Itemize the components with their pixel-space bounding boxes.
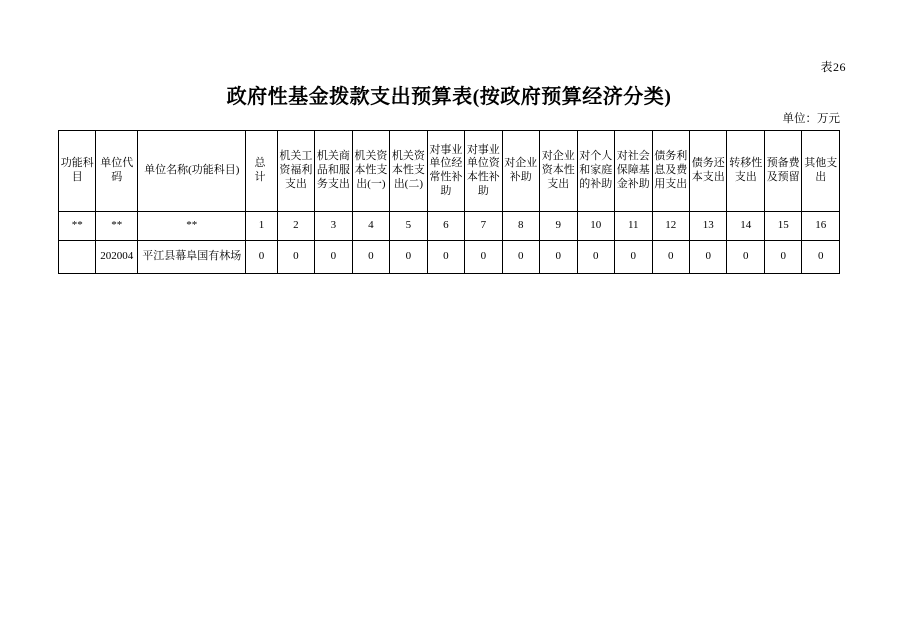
column-header-institution-capital-subsidy: 对事业单位资本性补助 [465, 131, 502, 212]
column-header-agency-capital-1: 机关资本性支出(一) [352, 131, 389, 212]
column-header-reserve: 预备费及预留 [764, 131, 801, 212]
cell-num-1: ** [96, 212, 138, 241]
budget-table [58, 130, 840, 274]
cell-num-11: 9 [540, 212, 577, 241]
column-header-debt-interest: 债务利息及费用支出 [652, 131, 689, 212]
cell-agency-capital-2: 0 [390, 241, 427, 274]
column-header-debt-principal: 债务还本支出 [689, 131, 726, 212]
cell-num-12: 10 [577, 212, 614, 241]
column-header-transfer-expenditure: 转移性支出 [727, 131, 764, 212]
cell-num-18: 16 [802, 212, 840, 241]
cell-other: 0 [802, 241, 840, 274]
cell-num-10: 8 [502, 212, 539, 241]
unit-note: 单位：万元 [782, 113, 840, 125]
cell-unit-name: 平江县幕阜国有林场 [138, 241, 246, 274]
column-header-social-security-subsidy: 对社会保障基金补助 [615, 131, 652, 212]
cell-num-6: 4 [352, 212, 389, 241]
column-header-other: 其他支出 [802, 131, 840, 212]
column-header-enterprise-subsidy: 对企业补助 [502, 131, 539, 212]
sheet-number: 表26 [820, 60, 846, 74]
cell-num-13: 11 [615, 212, 652, 241]
cell-num-15: 13 [689, 212, 726, 241]
cell-agency-capital-1: 0 [352, 241, 389, 274]
cell-debt-interest: 0 [652, 241, 689, 274]
cell-debt-principal: 0 [689, 241, 726, 274]
page-title: 政府性基金拨款支出预算表(按政府预算经济分类) [226, 86, 672, 108]
cell-household-subsidy: 0 [577, 241, 614, 274]
table-header-row [59, 131, 840, 212]
cell-num-7: 5 [390, 212, 427, 241]
column-header-unit-name: 单位名称(功能科目) [138, 131, 246, 212]
cell-unit-code: 202004 [96, 241, 138, 274]
cell-institution-capital-subsidy: 0 [465, 241, 502, 274]
cell-function-code [59, 241, 96, 274]
cell-num-9: 7 [465, 212, 502, 241]
column-header-agency-salary-welfare: 机关工资福利支出 [277, 131, 314, 212]
cell-agency-goods-services: 0 [315, 241, 352, 274]
cell-num-17: 15 [764, 212, 801, 241]
cell-num-3: 1 [246, 212, 277, 241]
column-header-unit-code: 单位代码 [96, 131, 138, 212]
table-row [59, 241, 840, 274]
column-header-agency-goods-services: 机关商品和服务支出 [315, 131, 352, 212]
cell-transfer-expenditure: 0 [727, 241, 764, 274]
column-header-function-code: 功能科目 [59, 131, 96, 212]
cell-reserve: 0 [764, 241, 801, 274]
column-header-enterprise-capital: 对企业资本性支出 [540, 131, 577, 212]
column-header-agency-capital-2: 机关资本性支出(二) [390, 131, 427, 212]
cell-num-5: 3 [315, 212, 352, 241]
column-header-total: 总 计 [246, 131, 277, 212]
cell-num-4: 2 [277, 212, 314, 241]
cell-institution-recurrent-subsidy: 0 [427, 241, 464, 274]
cell-num-8: 6 [427, 212, 464, 241]
cell-num-16: 14 [727, 212, 764, 241]
cell-num-2: ** [138, 212, 246, 241]
cell-social-security-subsidy: 0 [615, 241, 652, 274]
cell-enterprise-capital: 0 [540, 241, 577, 274]
column-header-household-subsidy: 对个人和家庭的补助 [577, 131, 614, 212]
cell-total: 0 [246, 241, 277, 274]
cell-enterprise-subsidy: 0 [502, 241, 539, 274]
cell-agency-salary-welfare: 0 [277, 241, 314, 274]
cell-num-0: ** [59, 212, 96, 241]
column-header-institution-recurrent-subsidy: 对事业单位经常性补助 [427, 131, 464, 212]
cell-num-14: 12 [652, 212, 689, 241]
table-row-column-numbers [59, 212, 840, 241]
